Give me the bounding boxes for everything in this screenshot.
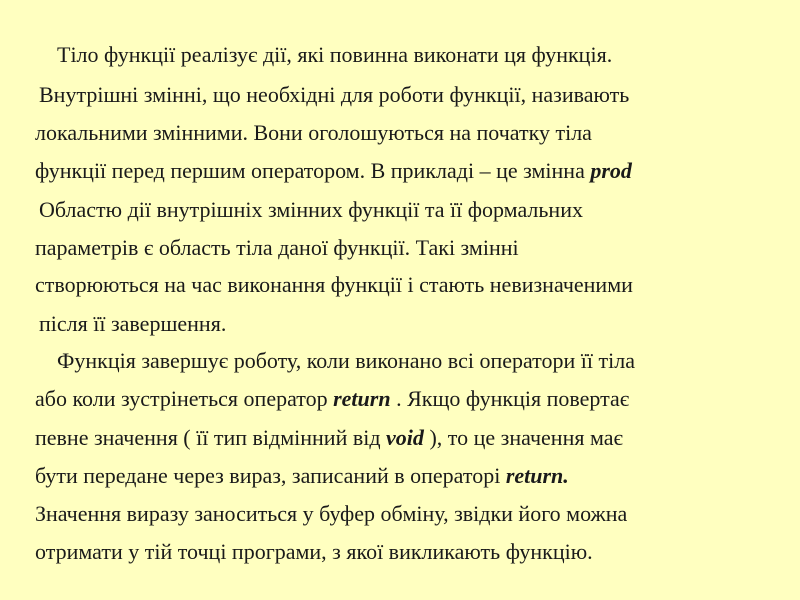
line-text: функції перед першим оператором. В прикладі – це змінна (35, 158, 591, 183)
text-line-12 (35, 461, 569, 491)
line-text: Значення виразу заноситься у буфер обміну, звідки його можна (35, 501, 628, 526)
text-line-8 (39, 309, 226, 339)
line-text: . Якщо функція повертає (390, 386, 630, 411)
text-line-5 (39, 195, 583, 225)
line-text: Тіло функції реалізує дії, які повинна виконати ця функція. (57, 42, 613, 67)
line-text: створюються на час виконання функції і стають невизначеними (35, 272, 633, 297)
line-text: параметрів є область тіла даної функції. Такі змінні (35, 235, 519, 260)
line-text: Областю дії внутрішніх змінних функції та її формальних (39, 197, 583, 222)
text-line-1 (57, 40, 612, 70)
text-line-3 (35, 118, 592, 148)
line-text: після її завершення. (39, 311, 227, 336)
keyword-return: return (333, 386, 391, 411)
text-line-9 (57, 346, 635, 376)
line-text: отримати у тій точці програми, з якої викликають функцію. (35, 539, 593, 564)
text-line-10 (35, 384, 629, 414)
keyword-return: return. (505, 463, 569, 488)
text-line-2 (39, 80, 629, 110)
line-text: ), то це значення має (423, 425, 623, 450)
keyword-prod: prod (590, 158, 632, 183)
line-text: Функція завершує роботу, коли виконано всі оператори її тіла (57, 348, 635, 373)
line-text: Внутрішні змінні, що необхідні для роботи функції, називають (39, 82, 630, 107)
text-line-13 (35, 499, 627, 529)
line-text: або коли зустрінеться оператор (35, 386, 334, 411)
text-line-6 (35, 233, 519, 263)
text-line-14 (35, 537, 593, 567)
text-line-11 (35, 423, 623, 453)
line-text: локальними змінними. Вони оголошуються на початку тіла (35, 120, 592, 145)
text-line-4 (35, 156, 632, 186)
line-text: певне значення ( її тип відмінний від (35, 425, 387, 450)
line-text: бути передане через вираз, записаний в операторі (35, 463, 506, 488)
keyword-void: void (386, 425, 424, 450)
text-line-7 (35, 270, 633, 300)
